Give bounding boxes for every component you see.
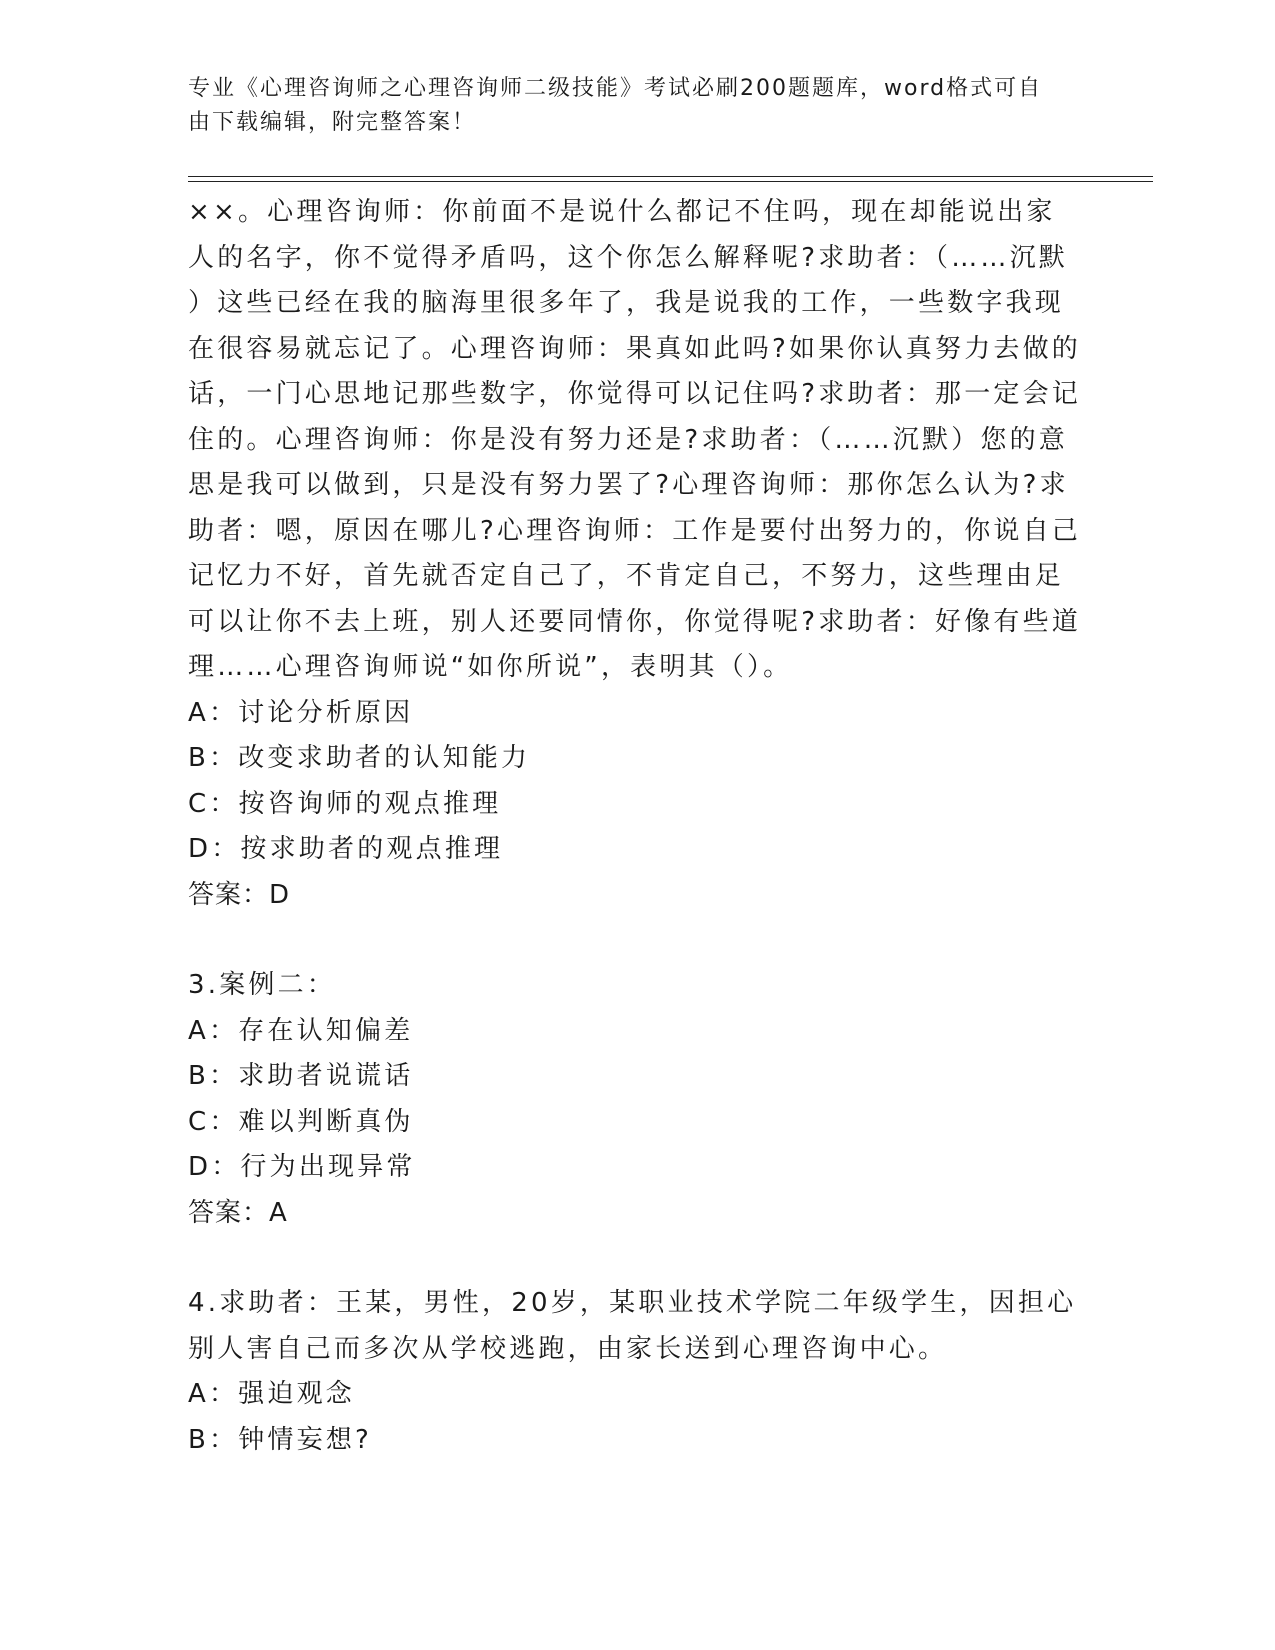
question-4-option-a: A：强迫观念	[188, 1379, 355, 1409]
question-4-option-b: B：钟情妄想?	[188, 1424, 373, 1455]
question-list	[188, 190, 1088, 1463]
question-3	[188, 963, 1088, 1236]
question-2-option-a: A：讨论分析原因	[188, 697, 414, 728]
question-3-option-a: A：存在认知偏差	[188, 1015, 414, 1046]
page-header-title: 专业《心理咨询师之心理咨询师二级技能》考试必刷200题题库，word格式可自 由下载编辑，附完整答案！	[188, 76, 1043, 135]
question-2-option-b: B：改变求助者的认知能力	[188, 743, 531, 773]
header-rule-top	[188, 176, 1153, 177]
question-2-answer: 答案：D	[188, 879, 291, 910]
question-3-option-b: B：求助者说谎话	[188, 1061, 414, 1091]
spacer	[188, 918, 1088, 963]
question-3-stem: 3.案例二：	[188, 970, 337, 1000]
question-4	[188, 1281, 1088, 1463]
question-2-option-c: C：按咨询师的观点推理	[188, 788, 502, 819]
spacer	[188, 1236, 1088, 1281]
header-rule-bottom	[188, 181, 1153, 182]
question-2-stem: ××。心理咨询师：你前面不是说什么都记不住吗，现在却能说出家 人的名字，你不觉得矛盾吗，这个你怎么解释呢?求助者：（……沉默 ）这些已经在我的脑海里很多年了，我是说我的工作，一些数字我现 在很容易就忘记了。心理咨询师：果真如此吗?如果你认真努力去做的 话，一门心思地记那些数字，你觉得可以记住吗?求助者：那一定会记 住的。心理咨询师：你是没有努力还是?求助者：（……沉默）您的意 思是我可以做到，只是没有努力罢了?心理咨询师：那你怎么认为?求 助者：嗯，原因在哪儿?心理咨询师：工作是要付出努力的，你说自己 记忆力不好，首先就否定自己了，不肯定自己，不努力，这些理由足 可以让你不去上班，别人还要同情你，你觉得呢?求助者：好像有些道 理……心理咨询师说“如你所说”，表明其（）。	[188, 197, 1082, 682]
question-3-option-c: C：难以判断真伪	[188, 1106, 414, 1137]
question-2-option-d: D：按求助者的观点推理	[188, 834, 504, 864]
question-3-option-d: D：行为出现异常	[188, 1152, 416, 1182]
question-2	[188, 190, 1088, 918]
question-3-answer: 答案：A	[188, 1197, 288, 1228]
question-4-stem: 4.求助者：王某，男性，20岁，某职业技术学院二年级学生，因担心 别人害自己而多次从学校逃跑，由家长送到心理咨询中心。	[188, 1288, 1077, 1364]
